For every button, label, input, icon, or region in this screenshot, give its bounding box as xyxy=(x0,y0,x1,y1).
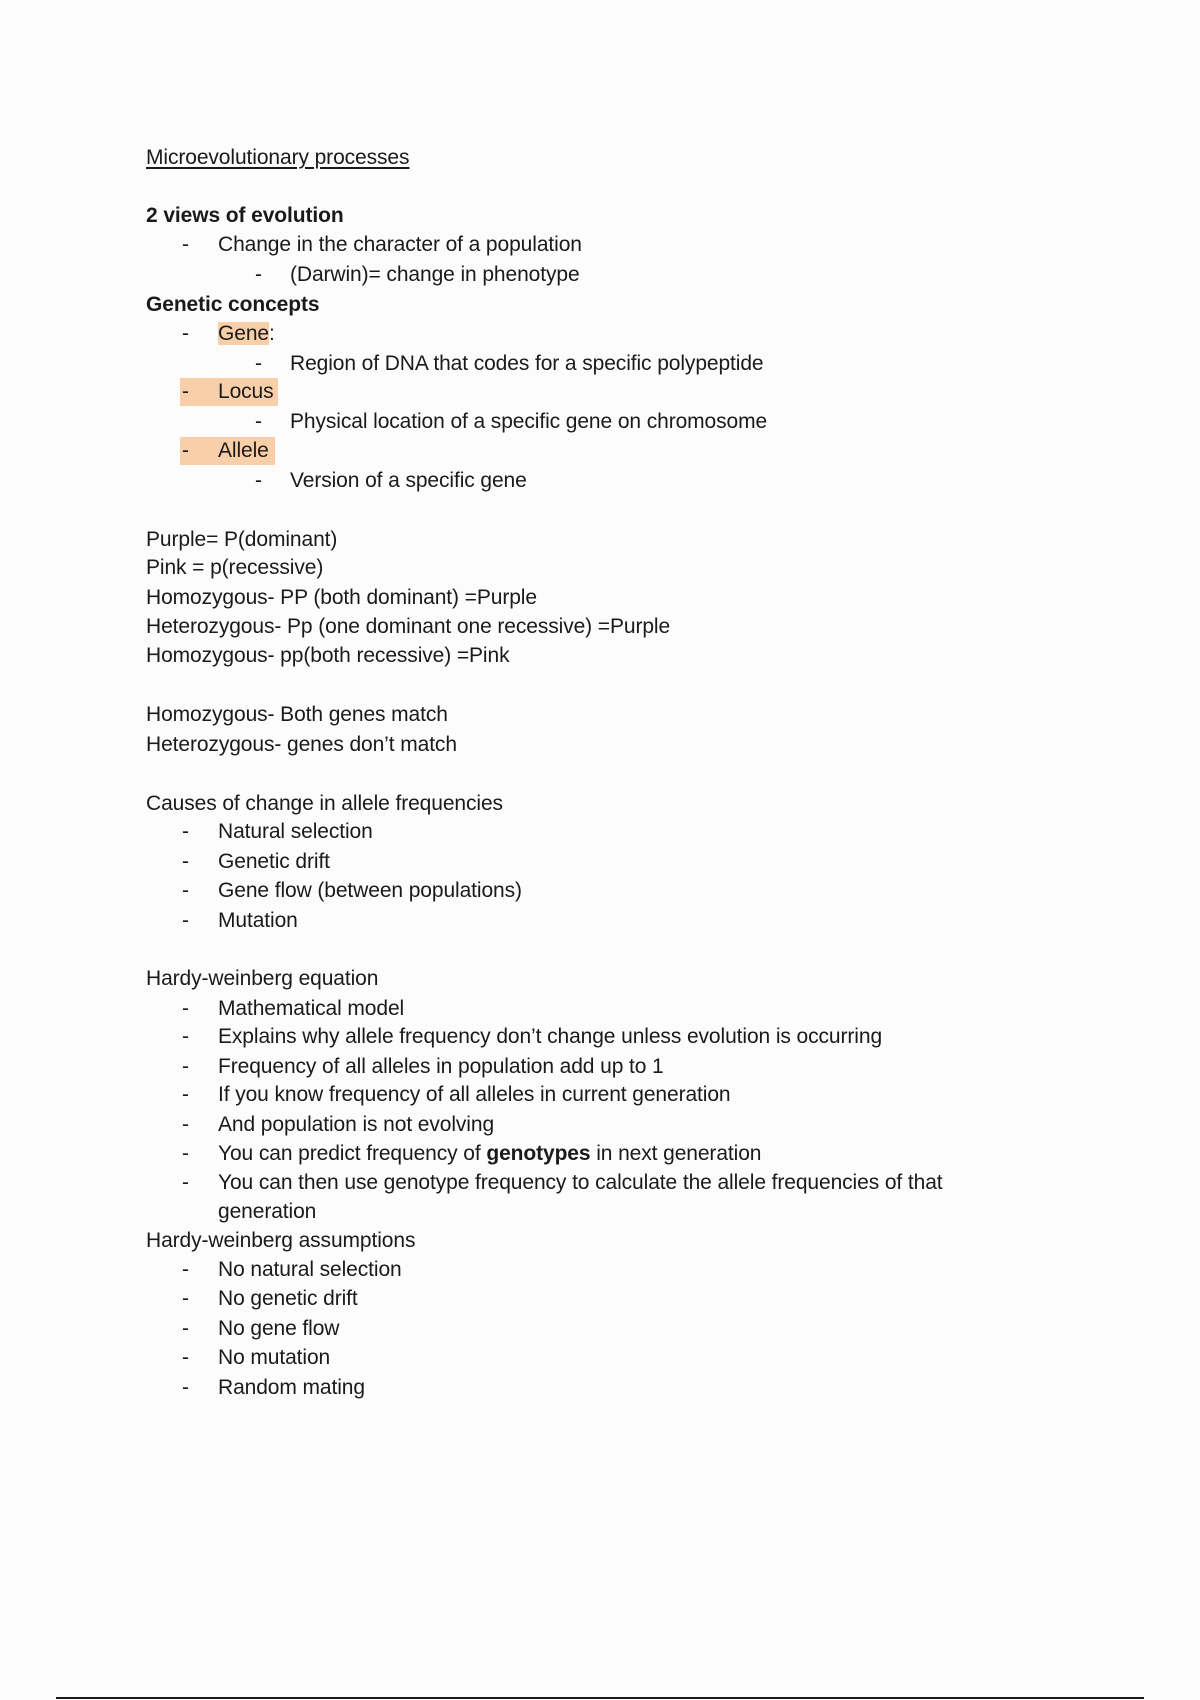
locus-definition: Physical location of a specific gene on chromosome xyxy=(290,410,768,433)
bullet-dash: - xyxy=(182,380,189,403)
views-heading: 2 views of evolution xyxy=(146,204,344,227)
list-item: No genetic drift xyxy=(218,1287,358,1310)
gene-term: Gene xyxy=(218,322,269,345)
bullet-dash: - xyxy=(182,909,189,932)
list-item: No natural selection xyxy=(218,1258,402,1281)
allele-definition: Version of a specific gene xyxy=(290,469,527,492)
list-item-predict xyxy=(218,1140,761,1168)
list-item: Frequency of all alleles in population add up to 1 xyxy=(218,1055,664,1078)
views-item: Change in the character of a population xyxy=(218,233,582,256)
color-line: Pink = p(recessive) xyxy=(146,556,324,579)
list-item: No mutation xyxy=(218,1346,331,1369)
bullet-dash: - xyxy=(182,1171,189,1194)
bullet-dash: - xyxy=(182,1346,189,1369)
bullet-dash: - xyxy=(182,1025,189,1048)
gene-term-line xyxy=(218,320,275,348)
color-line: Heterozygous- Pp (one dominant one recessive) =Purple xyxy=(146,615,671,638)
bullet-dash: - xyxy=(182,1376,189,1399)
list-item: And population is not evolving xyxy=(218,1113,495,1136)
list-item-continuation: generation xyxy=(218,1200,317,1223)
list-item: Genetic drift xyxy=(218,850,330,873)
page-bottom-rule xyxy=(56,1697,1144,1699)
list-item: Mutation xyxy=(218,909,298,932)
bullet-dash: - xyxy=(182,233,189,256)
color-line: Homozygous- PP (both dominant) =Purple xyxy=(146,586,537,609)
bullet-dash: - xyxy=(182,1055,189,1078)
bullet-dash: - xyxy=(255,263,262,286)
bullet-dash: - xyxy=(255,410,262,433)
hw-heading: Hardy-weinberg equation xyxy=(146,967,379,990)
predict-text: You can predict frequency of xyxy=(218,1142,487,1165)
list-item: Explains why allele frequency don’t change unless evolution is occurring xyxy=(218,1025,883,1048)
bullet-dash: - xyxy=(182,1258,189,1281)
gene-colon: : xyxy=(268,322,275,345)
bullet-dash: - xyxy=(182,1142,189,1165)
bullet-dash: - xyxy=(182,322,189,345)
color-line: Purple= P(dominant) xyxy=(146,528,338,551)
bullet-dash: - xyxy=(182,1083,189,1106)
bullet-dash: - xyxy=(182,1317,189,1340)
predict-bold-term: genotypes xyxy=(486,1142,591,1165)
bullet-dash: - xyxy=(255,352,262,375)
bullet-dash: - xyxy=(255,469,262,492)
list-item: No gene flow xyxy=(218,1317,340,1340)
list-item: Gene flow (between populations) xyxy=(218,879,522,902)
views-subitem: (Darwin)= change in phenotype xyxy=(290,263,580,286)
list-item: If you know frequency of all alleles in current generation xyxy=(218,1083,731,1106)
bullet-dash: - xyxy=(182,439,189,462)
bullet-dash: - xyxy=(182,879,189,902)
allele-term: Allele xyxy=(218,439,269,462)
causes-heading: Causes of change in allele frequencies xyxy=(146,792,503,815)
page-title: Microevolutionary processes xyxy=(146,146,410,169)
color-line: Homozygous- pp(both recessive) =Pink xyxy=(146,644,510,667)
assumptions-heading: Hardy-weinberg assumptions xyxy=(146,1229,416,1252)
genetic-heading: Genetic concepts xyxy=(146,293,320,316)
list-item: You can then use genotype frequency to calculate the allele frequencies of that xyxy=(218,1171,943,1194)
bullet-dash: - xyxy=(182,1287,189,1310)
bullet-dash: - xyxy=(182,820,189,843)
bullet-dash: - xyxy=(182,1113,189,1136)
gene-definition: Region of DNA that codes for a specific polypeptide xyxy=(290,352,764,375)
predict-text-end: in next generation xyxy=(590,1142,762,1165)
bullet-dash: - xyxy=(182,997,189,1020)
list-item: Random mating xyxy=(218,1376,365,1399)
list-item: Mathematical model xyxy=(218,997,405,1020)
list-item: Natural selection xyxy=(218,820,373,843)
zygosity-line: Homozygous- Both genes match xyxy=(146,703,448,726)
zygosity-line: Heterozygous- genes don’t match xyxy=(146,733,457,756)
locus-term: Locus xyxy=(218,380,274,403)
bullet-dash: - xyxy=(182,850,189,873)
